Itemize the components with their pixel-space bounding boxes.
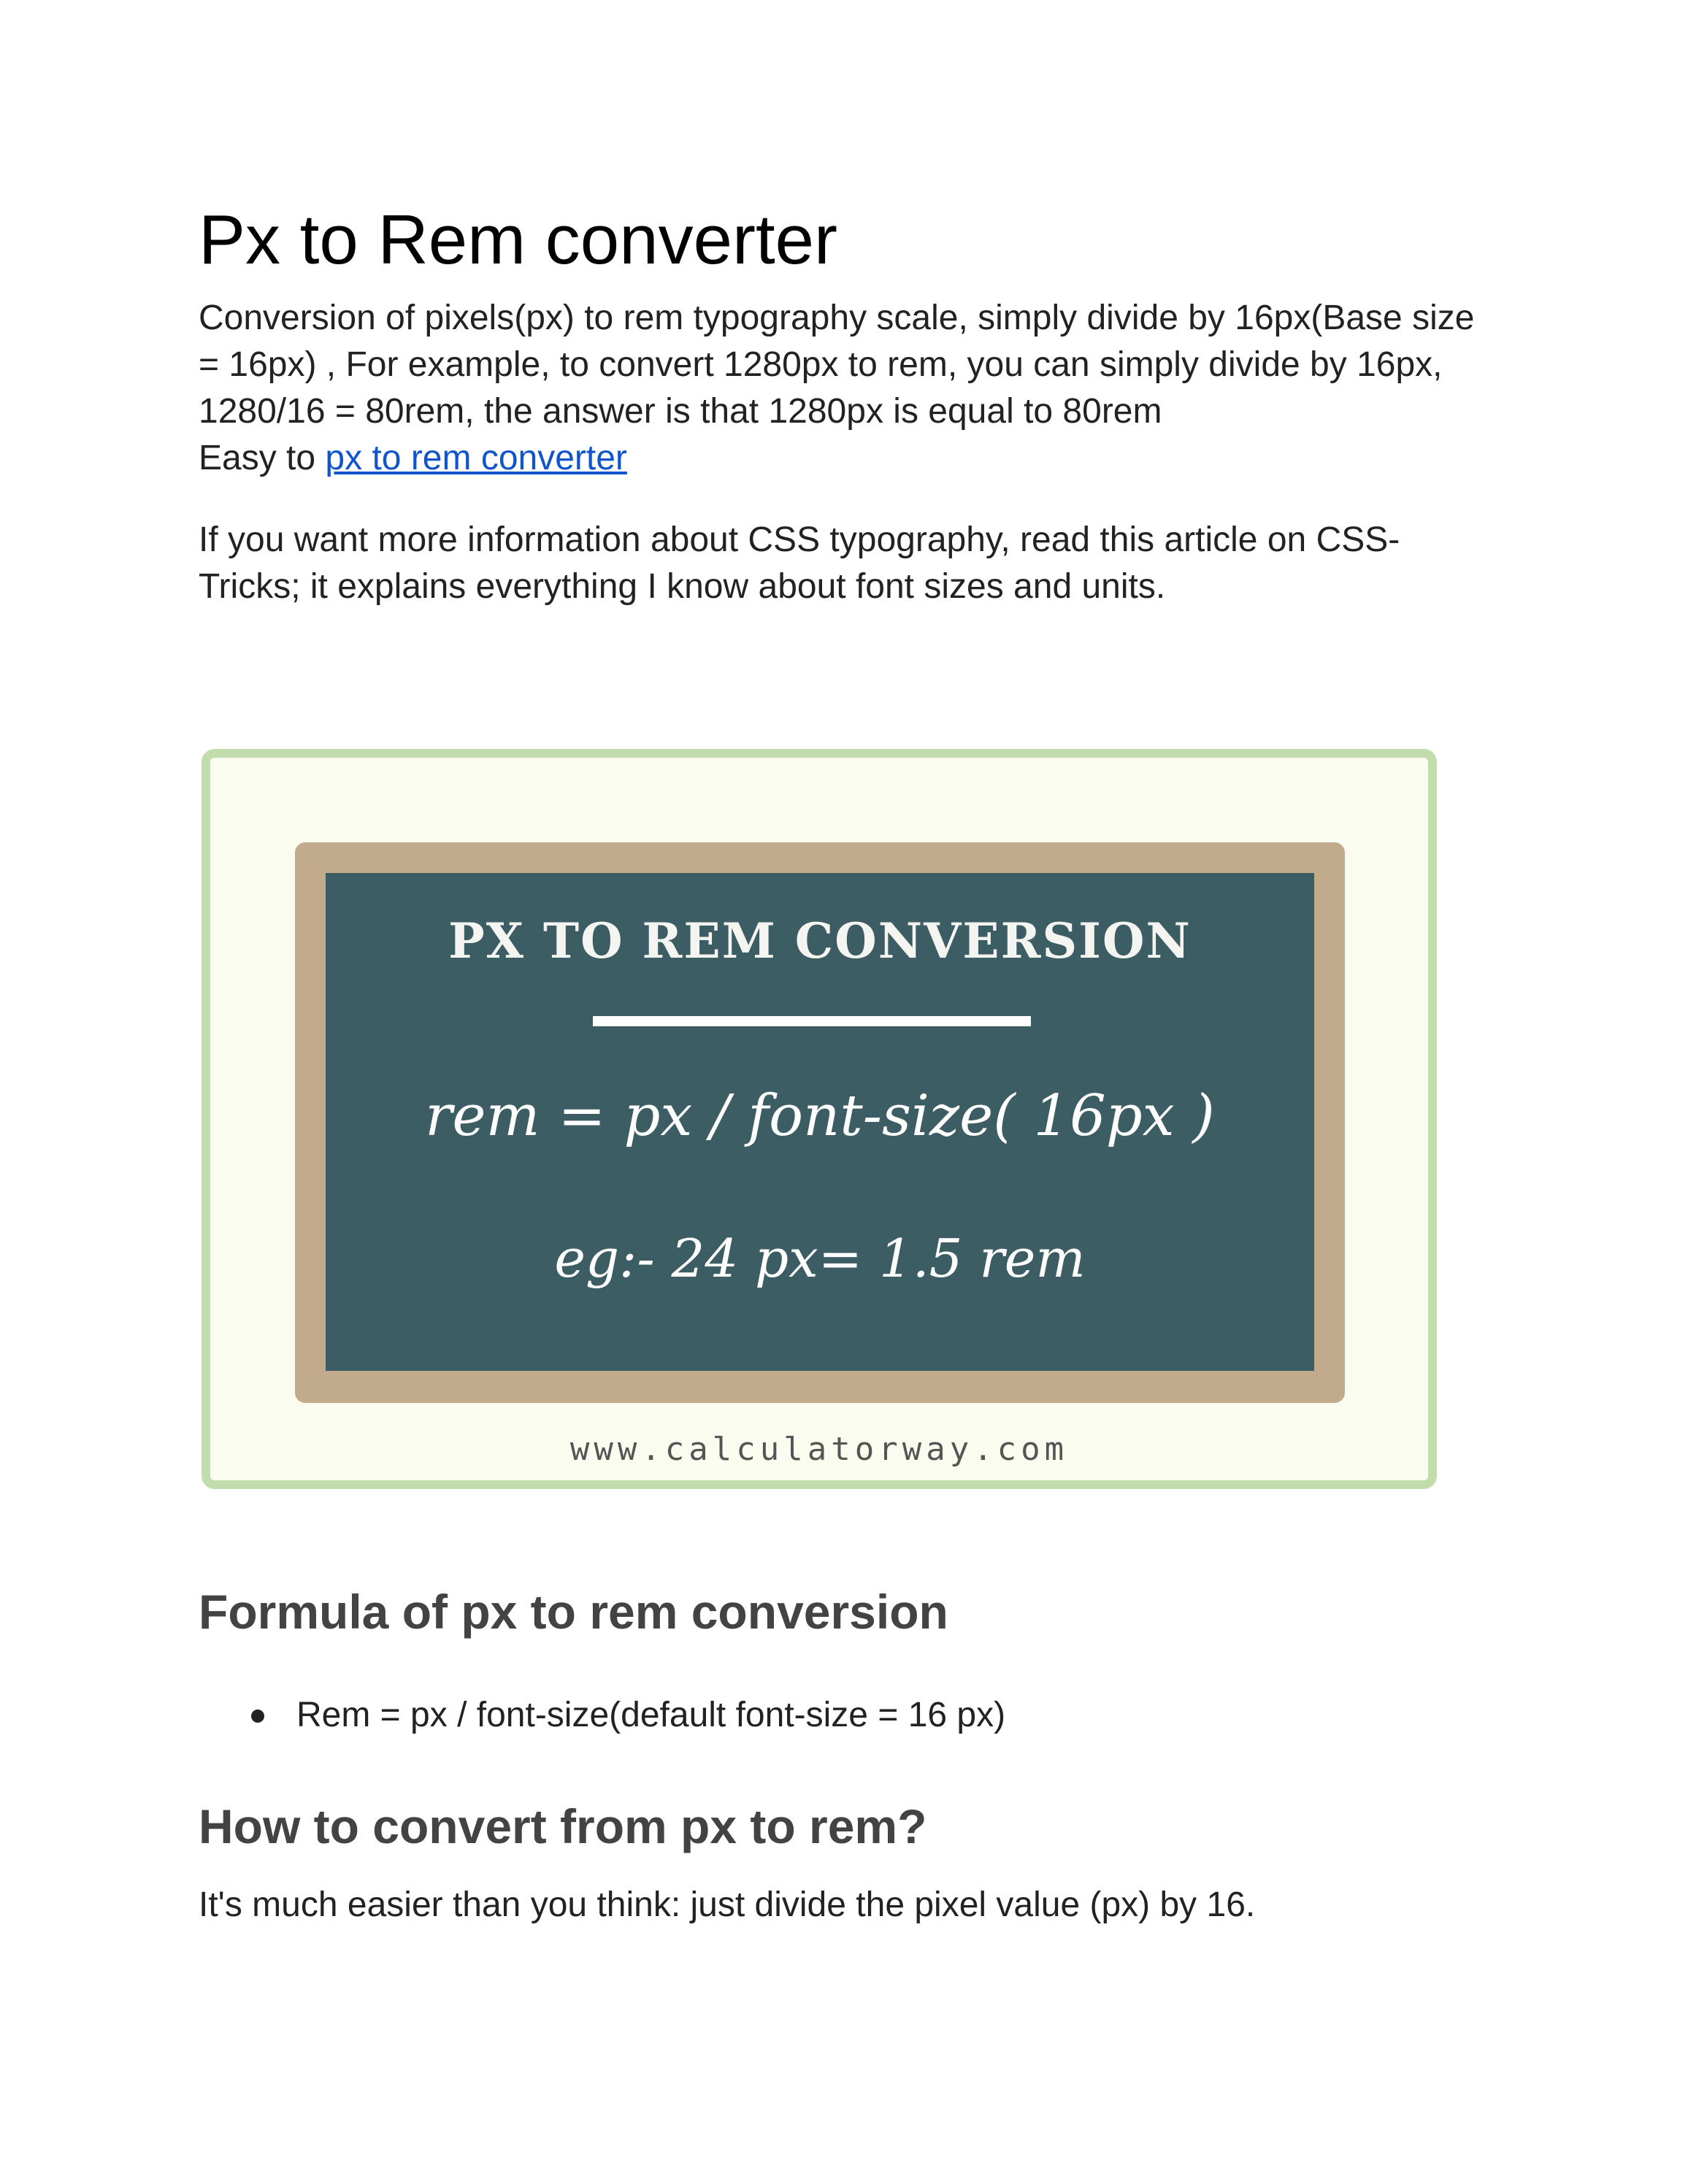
howto-heading: How to convert from px to rem? bbox=[199, 1799, 927, 1853]
page-title: Px to Rem converter bbox=[199, 201, 837, 279]
bullet-icon bbox=[251, 1710, 264, 1723]
howto-paragraph: It's much easier than you think: just divide the pixel value (px) by 16. bbox=[199, 1885, 1256, 1924]
formula-item-text: Rem = px / font-size(default font-size = 16 px) bbox=[296, 1696, 1006, 1734]
list-item bbox=[199, 1692, 1005, 1739]
formula-heading: Formula of px to rem conversion bbox=[199, 1585, 948, 1639]
board-frame bbox=[295, 842, 1345, 1403]
formula-list bbox=[199, 1692, 1005, 1739]
heading-underline bbox=[593, 1016, 1031, 1026]
image-example: eg:- 24 px= 1.5 rem bbox=[554, 1228, 1086, 1289]
image-formula: rem = px / font-size( 16px ) bbox=[425, 1083, 1215, 1149]
chalkboard bbox=[326, 873, 1314, 1371]
info-paragraph: If you want more information about CSS typography, read this article on CSS-Tricks; it explains everything I know about font sizes and units. bbox=[199, 520, 1400, 606]
intro-text: Conversion of pixels(px) to rem typography scale, simply divide by 16px(Base size = 16px) , For example, to convert 1280px to rem, you can simply divide by 16px, 1280/16 = 80rem, the answer is that 1280px is equal to 80rem bbox=[199, 299, 1475, 431]
px-to-rem-converter-link[interactable]: px to rem converter bbox=[325, 439, 627, 477]
image-heading: PX TO REM CONVERSION bbox=[448, 912, 1192, 969]
conversion-image bbox=[202, 749, 1437, 1489]
image-watermark-url: www.calculatorway.com bbox=[569, 1431, 1069, 1468]
intro-paragraph bbox=[199, 295, 1484, 482]
title-block bbox=[199, 197, 837, 283]
easy-prefix: Easy to bbox=[199, 439, 326, 477]
